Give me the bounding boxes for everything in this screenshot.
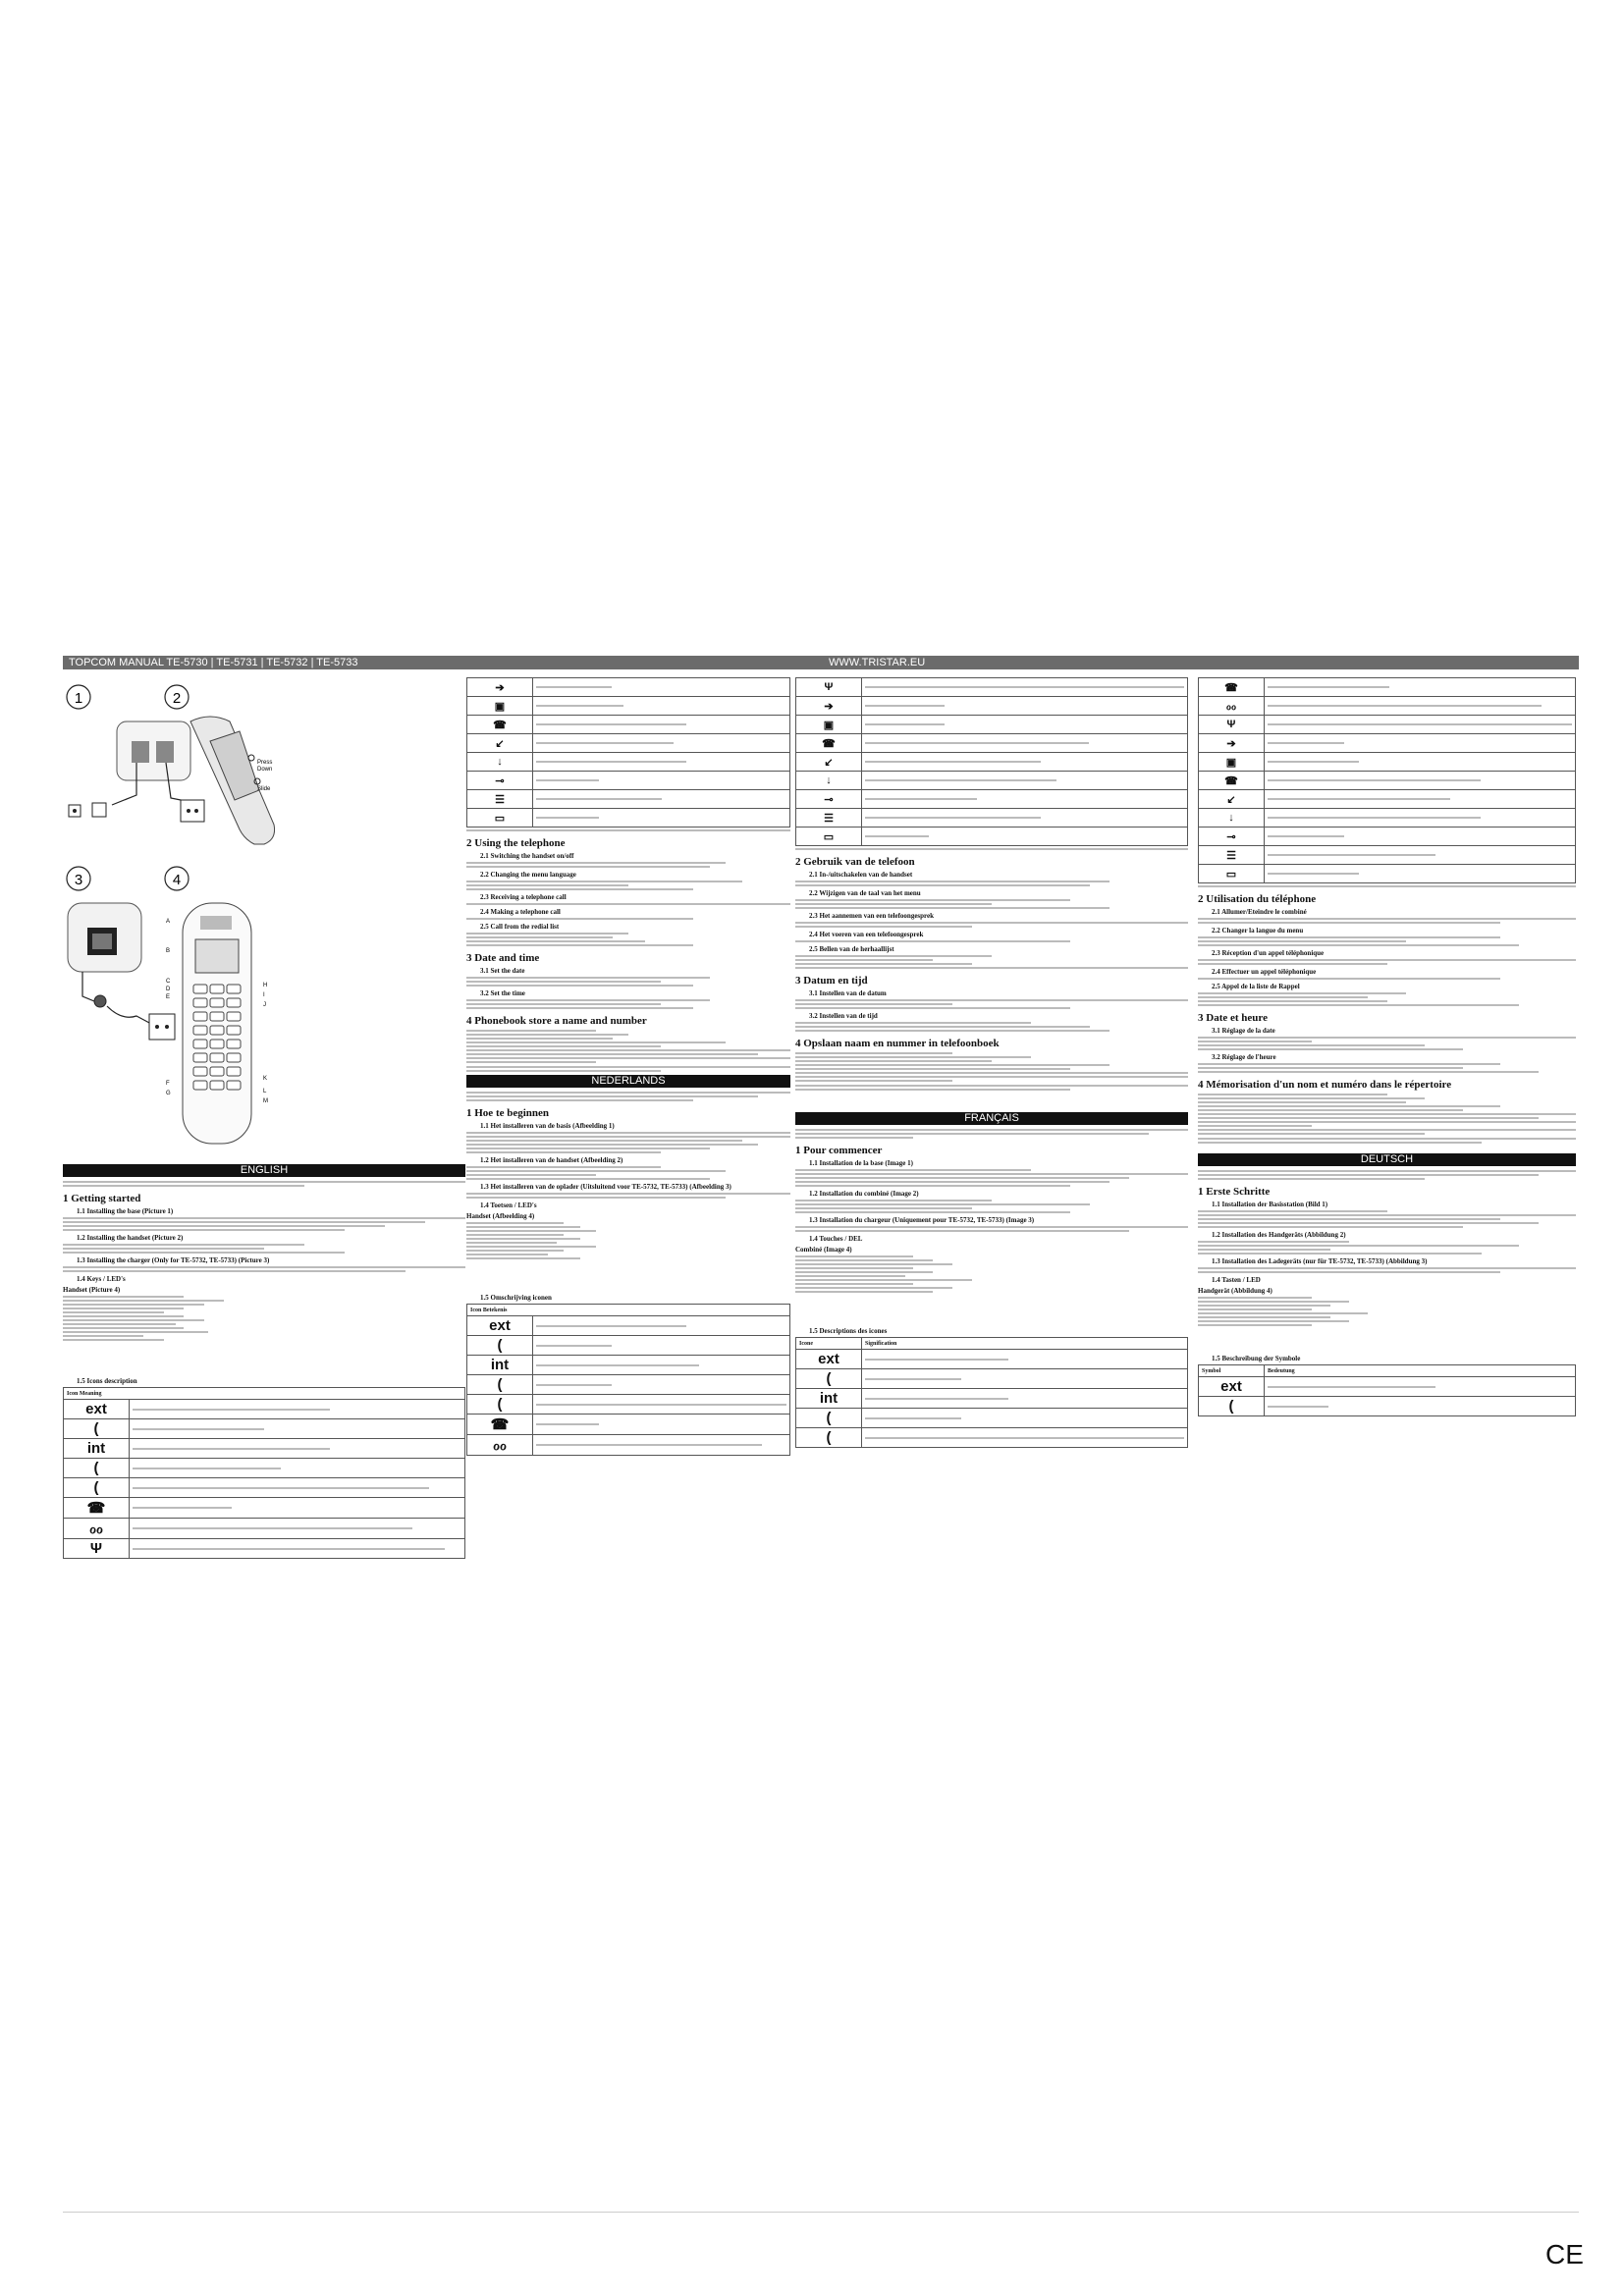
label-g: G bbox=[166, 1091, 171, 1096]
heading-combine: 1.2 Installation du combiné (Image 2) bbox=[809, 1190, 919, 1198]
call-internal-icon: ( bbox=[64, 1459, 130, 1478]
heading-base-nl: 1.1 Het installeren van de basis (Afbeelding 1) bbox=[480, 1122, 615, 1130]
table-row bbox=[467, 753, 790, 772]
handgeraet-label: Handgerät (Abbildung 4) bbox=[1198, 1287, 1272, 1295]
icons-table-nl bbox=[466, 1304, 790, 1456]
call-external-icon: ( bbox=[64, 1419, 130, 1439]
missed-call-icon: ↙ bbox=[1199, 790, 1265, 809]
table-row bbox=[467, 697, 790, 716]
text-block bbox=[466, 977, 790, 987]
heading-base: 1.1 Installing the base (Picture 1) bbox=[77, 1207, 174, 1215]
call-icon: ( bbox=[64, 1478, 130, 1498]
key-icon: ⊸ bbox=[1199, 828, 1265, 846]
table-row bbox=[64, 1439, 465, 1459]
icons-table-fr bbox=[795, 1337, 1188, 1448]
heading-herhaal: 2.5 Bellen van de herhaallijst bbox=[809, 945, 894, 953]
heading-erste: 1 Erste Schritte bbox=[1198, 1186, 1271, 1198]
text-block bbox=[466, 999, 790, 1009]
combine-label: Combiné (Image 4) bbox=[795, 1246, 852, 1254]
table-row bbox=[467, 809, 790, 828]
heading-base-fr: 1.1 Installation de la base (Image 1) bbox=[809, 1159, 913, 1167]
table-row bbox=[796, 753, 1188, 772]
heading-icons-nl: 1.5 Omschrijving iconen bbox=[480, 1294, 552, 1302]
heading-reglageheure: 3.2 Réglage de l'heure bbox=[1212, 1053, 1276, 1061]
text-block bbox=[1198, 1138, 1576, 1144]
column-three bbox=[795, 675, 1188, 1448]
text-block bbox=[1198, 1063, 1576, 1073]
table-row bbox=[467, 1415, 790, 1435]
label-b: B bbox=[166, 948, 171, 954]
table-header-bedeutung: Bedeutung bbox=[1265, 1365, 1576, 1377]
table-row bbox=[796, 1389, 1188, 1409]
figure-3 bbox=[67, 867, 175, 1040]
intro-text bbox=[1198, 1170, 1576, 1180]
missed-call-icon: ↙ bbox=[796, 753, 862, 772]
table-row bbox=[467, 678, 790, 697]
table-row bbox=[1199, 1377, 1576, 1397]
heading-basis: 1.1 Installation der Basisstation (Bild 1) bbox=[1212, 1201, 1328, 1208]
text-block bbox=[795, 1226, 1188, 1232]
table-header-icone: Icone bbox=[796, 1338, 862, 1350]
keys-list bbox=[795, 1255, 1188, 1324]
antenna-icon: Ψ bbox=[1199, 716, 1265, 734]
heading-getting-started: 1 Getting started bbox=[63, 1193, 141, 1204]
table-row bbox=[1199, 790, 1576, 809]
table-header-symbol: Symbol bbox=[1199, 1365, 1265, 1377]
intro-text bbox=[63, 1181, 465, 1187]
table-row bbox=[64, 1519, 465, 1539]
text-block bbox=[795, 881, 1188, 886]
handset-label-nl: Handset (Afbeelding 4) bbox=[466, 1212, 535, 1220]
int-icon: int bbox=[467, 1356, 533, 1375]
heading-keys: 1.4 Keys / LED's bbox=[77, 1275, 126, 1283]
table-row bbox=[467, 1395, 790, 1415]
table-row bbox=[467, 1336, 790, 1356]
table-row bbox=[796, 1350, 1188, 1369]
text-block bbox=[795, 1200, 1188, 1213]
heading-touches: 1.4 Touches / DEL bbox=[809, 1235, 863, 1243]
label-i: I bbox=[263, 992, 265, 998]
text-block bbox=[1198, 1037, 1576, 1050]
call-internal-icon: ( bbox=[796, 1409, 862, 1428]
heading-langue: 2.2 Changer la langue du menu bbox=[1212, 927, 1304, 934]
intro-text bbox=[466, 1092, 790, 1101]
text-block bbox=[466, 1030, 790, 1063]
label-f: F bbox=[166, 1081, 170, 1087]
table-row bbox=[1199, 828, 1576, 846]
table-row bbox=[796, 1428, 1188, 1448]
table-row bbox=[1199, 753, 1576, 772]
battery-icon: ▭ bbox=[796, 828, 862, 846]
table-row bbox=[64, 1419, 465, 1439]
text-block bbox=[1198, 992, 1576, 1006]
table-row bbox=[467, 734, 790, 753]
phone-icon: ☎ bbox=[1199, 678, 1265, 697]
heading-icones: 1.5 Descriptions des icones bbox=[809, 1327, 888, 1335]
table-header-signification: Signification bbox=[862, 1338, 1188, 1350]
label-k: K bbox=[263, 1076, 268, 1082]
heading-commencer: 1 Pour commencer bbox=[795, 1145, 883, 1156]
section-deutsch: DEUTSCH bbox=[1198, 1153, 1576, 1166]
heading-setdate: 3.1 Set the date bbox=[480, 967, 525, 975]
telephone-icon: ☎ bbox=[1199, 772, 1265, 790]
header-title: TOPCOM MANUAL TE-5730 | TE-5731 | TE-5732 | TE-5733 bbox=[69, 657, 358, 668]
arrow-icon: ➔ bbox=[796, 697, 862, 716]
table-row bbox=[796, 697, 1188, 716]
text-block bbox=[466, 1166, 790, 1180]
table-row bbox=[1199, 1397, 1576, 1416]
table-row bbox=[467, 1375, 790, 1395]
text-block bbox=[1198, 1094, 1576, 1135]
text-block bbox=[466, 1066, 790, 1072]
table-row bbox=[64, 1498, 465, 1519]
heading-rappel: 2.5 Appel de la liste de Rappel bbox=[1212, 983, 1300, 990]
section-english: ENGLISH bbox=[63, 1164, 465, 1177]
heading-handset-nl: 1.2 Het installeren van de handset (Afbeelding 2) bbox=[480, 1156, 623, 1164]
column-two bbox=[466, 675, 790, 1456]
menu-icon: ☰ bbox=[1199, 846, 1265, 865]
table-row bbox=[1199, 846, 1576, 865]
slide-label: Slide bbox=[257, 786, 271, 792]
text-block bbox=[795, 955, 1188, 969]
heading-settime: 3.2 Set the time bbox=[480, 989, 525, 997]
bottom-rule bbox=[63, 2212, 1579, 2213]
ce-mark: CE bbox=[1545, 2239, 1584, 2269]
table-row bbox=[796, 772, 1188, 790]
text-block bbox=[1198, 1210, 1576, 1228]
incoming-call-icon: ↓ bbox=[1199, 809, 1265, 828]
text-block bbox=[795, 1085, 1188, 1091]
icons-table-fr-cont bbox=[1198, 677, 1576, 883]
intro-text bbox=[795, 1129, 1188, 1139]
key-icon: ⊸ bbox=[796, 790, 862, 809]
ext-icon: ext bbox=[64, 1400, 130, 1419]
label-j: J bbox=[263, 1002, 266, 1008]
table-row bbox=[796, 1369, 1188, 1389]
handset-label: Handset (Picture 4) bbox=[63, 1286, 121, 1294]
label-m: M bbox=[263, 1098, 268, 1104]
heading-gebruik: 2 Gebruik van de telefoon bbox=[795, 856, 915, 868]
table-header: Icon Meaning bbox=[64, 1388, 465, 1400]
keys-list bbox=[466, 1222, 790, 1291]
figure-4-number: 4 bbox=[172, 872, 182, 888]
text-block bbox=[466, 881, 790, 890]
section-francais: FRANÇAIS bbox=[795, 1112, 1188, 1125]
text-block bbox=[795, 899, 1188, 909]
menu-icon: ☰ bbox=[467, 790, 533, 809]
table-row bbox=[796, 790, 1188, 809]
table-row bbox=[1199, 772, 1576, 790]
text-block bbox=[795, 1169, 1188, 1187]
label-h: H bbox=[263, 983, 268, 988]
table-row bbox=[1199, 678, 1576, 697]
ext-icon: ext bbox=[796, 1350, 862, 1369]
icons-table-cont bbox=[466, 677, 790, 828]
section-nederlands: NEDERLANDS bbox=[466, 1075, 790, 1088]
table-row bbox=[1199, 734, 1576, 753]
heading-date: 3 Date and time bbox=[466, 952, 540, 964]
heading-allumer: 2.1 Allumer/Eteindre le combiné bbox=[1212, 908, 1307, 916]
phone-icon: ☎ bbox=[64, 1498, 130, 1519]
heading-aannemen: 2.3 Het aannemen van een telefoongesprek bbox=[809, 912, 935, 920]
heading-instdatum: 3.1 Instellen van de datum bbox=[809, 989, 887, 997]
heading-handgeraet: 1.2 Installation des Handgeräts (Abbildung 2) bbox=[1212, 1231, 1346, 1239]
table-row bbox=[467, 716, 790, 734]
call-external-icon: ( bbox=[796, 1369, 862, 1389]
text-block bbox=[1198, 918, 1576, 924]
header-bar bbox=[63, 656, 1579, 669]
header-url: WWW.TRISTAR.EU bbox=[829, 657, 926, 668]
label-l: L bbox=[263, 1089, 267, 1095]
text-block bbox=[63, 1266, 465, 1272]
heading-keys-nl: 1.4 Toetsen / LED's bbox=[480, 1201, 537, 1209]
heading-datum: 3 Datum en tijd bbox=[795, 975, 868, 987]
answering-machine-icon: ℴℴ bbox=[1199, 697, 1265, 716]
table-row bbox=[467, 1435, 790, 1456]
figure-2-number: 2 bbox=[172, 690, 182, 707]
text-block bbox=[795, 940, 1188, 942]
text-block bbox=[1198, 978, 1576, 980]
heading-tasten: 1.4 Tasten / LED bbox=[1212, 1276, 1261, 1284]
phonebook-icon: ▣ bbox=[796, 716, 862, 734]
phonebook-icon: ▣ bbox=[467, 697, 533, 716]
text-block bbox=[466, 1193, 790, 1199]
heading-voeren: 2.4 Het voeren van een telefoongesprek bbox=[809, 931, 924, 938]
table-row bbox=[64, 1539, 465, 1559]
heading-memo: 4 Mémorisation d'un nom et numéro dans le répertoire bbox=[1198, 1079, 1452, 1091]
table-row bbox=[1199, 865, 1576, 883]
call-icon: ( bbox=[796, 1428, 862, 1448]
heading-redial: 2.5 Call from the redial list bbox=[480, 923, 560, 931]
heading-phonebook: 4 Phonebook store a name and number bbox=[466, 1015, 647, 1027]
heading-switch: 2.1 Switching the handset on/off bbox=[480, 852, 574, 860]
heading-effectuer: 2.4 Effectuer un appel téléphonique bbox=[1212, 968, 1317, 976]
table-row bbox=[796, 678, 1188, 697]
heading-dateheure: 3 Date et heure bbox=[1198, 1012, 1268, 1024]
heading-make: 2.4 Making a telephone call bbox=[480, 908, 561, 916]
table-row bbox=[64, 1400, 465, 1419]
phone-icon: ☎ bbox=[467, 1415, 533, 1435]
down-label: Down bbox=[257, 767, 273, 773]
heading-charger: 1.3 Installing the charger (Only for TE-5732, TE-5733) (Picture 3) bbox=[77, 1256, 270, 1264]
heading-inuit: 2.1 In-/uitschakelen van de handset bbox=[809, 871, 913, 879]
battery-icon: ▭ bbox=[467, 809, 533, 828]
table-row bbox=[467, 772, 790, 790]
int-icon: int bbox=[64, 1439, 130, 1459]
keys-list bbox=[1198, 1297, 1576, 1352]
heading-charger-nl: 1.3 Het installeren van de oplader (Uitsluitend voor TE-5732, TE-5733) (Afbeelding 3) bbox=[480, 1183, 731, 1191]
telephone-icon: ☎ bbox=[467, 716, 533, 734]
menu-icon: ☰ bbox=[796, 809, 862, 828]
figure-1-number: 1 bbox=[74, 690, 83, 707]
heading-reception: 2.3 Réception d'un appel téléphonique bbox=[1212, 949, 1325, 957]
table-note bbox=[1198, 885, 1576, 887]
heading-begin: 1 Hoe te beginnen bbox=[466, 1107, 550, 1119]
text-block bbox=[1198, 1241, 1576, 1255]
ext-icon: ext bbox=[467, 1316, 533, 1336]
phonebook-icon: ▣ bbox=[1199, 753, 1265, 772]
table-row bbox=[64, 1459, 465, 1478]
antenna-icon: Ψ bbox=[796, 678, 862, 697]
table-row bbox=[64, 1478, 465, 1498]
column-four bbox=[1198, 675, 1576, 1416]
key-icon: ⊸ bbox=[467, 772, 533, 790]
table-row bbox=[1199, 716, 1576, 734]
press-label: Press bbox=[257, 760, 273, 766]
heading-opslaan: 4 Opslaan naam en nummer in telefoonboek bbox=[795, 1038, 1000, 1049]
call-external-icon: ( bbox=[1199, 1397, 1265, 1416]
table-header: Icon Betekenis bbox=[467, 1305, 790, 1316]
icons-table-de bbox=[1198, 1364, 1576, 1416]
text-block bbox=[466, 933, 790, 946]
answering-machine-icon: ℴℴ bbox=[64, 1519, 130, 1539]
text-block bbox=[63, 1217, 465, 1231]
incoming-call-icon: ↓ bbox=[467, 753, 533, 772]
table-note bbox=[466, 829, 790, 831]
text-block bbox=[795, 1052, 1188, 1082]
heading-symbole: 1.5 Beschreibung der Symbole bbox=[1212, 1355, 1301, 1362]
heading-language: 2.2 Changing the menu language bbox=[480, 871, 576, 879]
heading-reglagedate: 3.1 Réglage de la date bbox=[1212, 1027, 1275, 1035]
heading-chargeur: 1.3 Installation du chargeur (Uniquement pour TE-5732, TE-5733) (Image 3) bbox=[809, 1216, 1035, 1224]
column-english bbox=[63, 1162, 465, 1559]
ext-icon: ext bbox=[1199, 1377, 1265, 1397]
figure-1 bbox=[67, 685, 204, 822]
heading-lade: 1.3 Installation des Ladegeräts (nur für TE-5732, TE-5733) (Abbildung 3) bbox=[1212, 1257, 1428, 1265]
table-row bbox=[1199, 697, 1576, 716]
text-block bbox=[795, 999, 1188, 1009]
incoming-call-icon: ↓ bbox=[796, 772, 862, 790]
arrow-icon: ➔ bbox=[1199, 734, 1265, 753]
table-row bbox=[796, 734, 1188, 753]
table-row bbox=[1199, 809, 1576, 828]
heading-insttijd: 3.2 Instellen van de tijd bbox=[809, 1012, 878, 1020]
heading-taal: 2.2 Wijzigen van de taal van het menu bbox=[809, 889, 921, 897]
figures-illustration bbox=[63, 682, 279, 1158]
table-row bbox=[796, 809, 1188, 828]
call-icon: ( bbox=[467, 1395, 533, 1415]
text-block bbox=[466, 1132, 790, 1153]
heading-using: 2 Using the telephone bbox=[466, 837, 566, 849]
call-external-icon: ( bbox=[467, 1336, 533, 1356]
label-d: D bbox=[166, 987, 171, 992]
text-block bbox=[1198, 936, 1576, 946]
answering-machine-icon: ℴℴ bbox=[467, 1435, 533, 1456]
icons-table-nl-cont bbox=[795, 677, 1188, 846]
table-row bbox=[467, 1356, 790, 1375]
label-a: A bbox=[166, 919, 171, 925]
heading-receive: 2.3 Receiving a telephone call bbox=[480, 893, 567, 901]
arrow-icon: ➔ bbox=[467, 678, 533, 697]
text-block bbox=[466, 862, 790, 868]
text-block bbox=[1198, 1267, 1576, 1273]
keys-list bbox=[63, 1296, 465, 1374]
text-block bbox=[466, 903, 790, 905]
antenna-icon: Ψ bbox=[64, 1539, 130, 1559]
text-block bbox=[1198, 959, 1576, 965]
label-c: C bbox=[166, 979, 171, 985]
call-internal-icon: ( bbox=[467, 1375, 533, 1395]
text-block bbox=[466, 918, 790, 920]
icons-table bbox=[63, 1387, 465, 1559]
heading-handset: 1.2 Installing the handset (Picture 2) bbox=[77, 1234, 184, 1242]
table-row bbox=[796, 716, 1188, 734]
table-row bbox=[796, 828, 1188, 846]
text-block bbox=[795, 922, 1188, 928]
table-row bbox=[467, 1316, 790, 1336]
heading-util: 2 Utilisation du téléphone bbox=[1198, 893, 1317, 905]
text-block bbox=[795, 1022, 1188, 1032]
figure-3-number: 3 bbox=[74, 872, 83, 888]
figure-4 bbox=[165, 867, 268, 1144]
label-e: E bbox=[166, 994, 171, 1000]
telephone-icon: ☎ bbox=[796, 734, 862, 753]
missed-call-icon: ↙ bbox=[467, 734, 533, 753]
table-row bbox=[467, 790, 790, 809]
heading-icons: 1.5 Icons description bbox=[77, 1377, 137, 1385]
table-note bbox=[795, 848, 1188, 850]
text-block bbox=[63, 1244, 465, 1254]
table-row bbox=[796, 1409, 1188, 1428]
int-icon: int bbox=[796, 1389, 862, 1409]
battery-icon: ▭ bbox=[1199, 865, 1265, 883]
